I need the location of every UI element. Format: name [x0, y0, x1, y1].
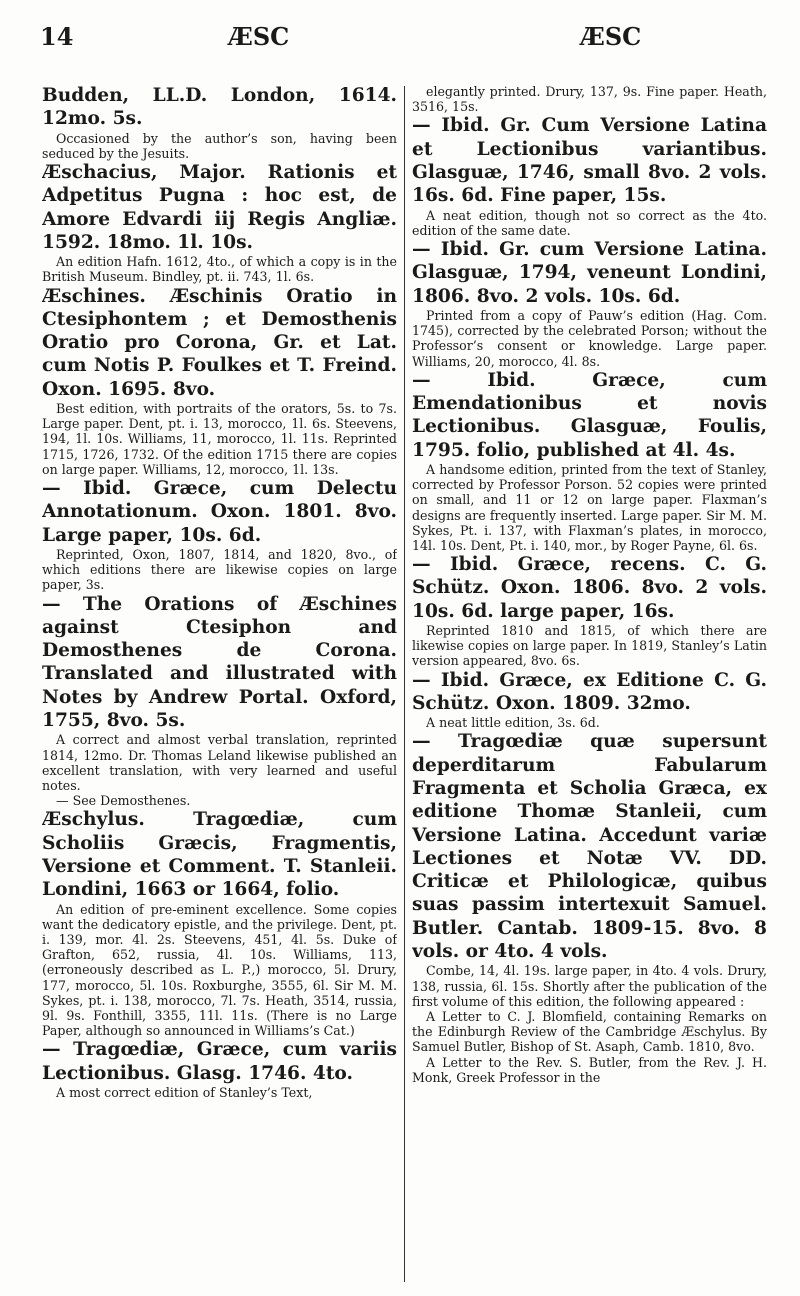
entry-heading: Æschylus. Tragœdiæ, cum Scholiis Græcis, Fragmentis, Versione et Comment. T. Stanleii. Londini, 1663 or 1664, folio. — [42, 809, 397, 901]
entry-note: An edition of pre-eminent excellence. Some copies want the dedicatory epistle, and the privilege. Dent, pt. i. 139, mor. 4l. 2s. Steevens, 451, 4l. 5s. Duke of Grafton, 652, russia, 4l. 10s. Williams, 113, (erroneously described as L. P.,) morocco, 5l. Drury, 177, morocco, 5l. 10s. Roxburghe, 3555, 6l. Sir M. M. Sykes, pt. i. 138, morocco, 7l. 7s. Heath, 3514, russia, 9l. 9s. Fonthill, 3355, 11l. 11s. (There is no Large Paper, although so announced in Williams’s Cat.) — [42, 901, 397, 1039]
entry-heading: — The Orations of Æschines against Ctesiphon and Demosthenes de Corona. Translated and illustrated with Notes by Andrew Portal. Oxford, 1755, 8vo. 5s. — [42, 593, 397, 732]
running-header — [0, 14, 800, 54]
entry-note: A neat edition, though not so correct as the 4to. edition of the same date. — [412, 207, 767, 238]
entry-heading: — Ibid. Græce, recens. C. G. Schütz. Oxon. 1806. 8vo. 2 vols. 10s. 6d. large paper, 16s. — [412, 554, 767, 622]
entry-note: Occasioned by the author’s son, having been seduced by the Jesuits. — [42, 130, 397, 161]
entry-note: elegantly printed. Drury, 137, 9s. Fine paper. Heath, 3516, 15s. — [412, 84, 767, 115]
running-head-left: ÆSC — [228, 22, 290, 51]
entry-heading: — Ibid. Gr. Cum Versione Latina et Lectionibus variantibus. Glasguæ, 1746, small 8vo. 2 vols. 16s. 6d. Fine paper, 15s. — [412, 115, 767, 207]
entry-note: A neat little edition, 3s. 6d. — [426, 715, 600, 731]
entry-heading: — Ibid. Græce, ex Editione C. G. Schütz. Oxon. 1809. 32mo. — [412, 669, 767, 714]
left-column — [42, 84, 397, 1284]
entry-heading: Budden, LL.D. London, 1614. 12mo. 5s. — [42, 85, 397, 130]
entry-note: An edition Hafn. 1612, 4to., of which a copy is in the British Museum. Bindley, pt. ii. 743, 1l. 6s. — [42, 254, 397, 285]
entry-heading: Æschacius, Major. Rationis et Adpetitus Pugna : hoc est, de Amore Edvardi iij Regis Angliæ. 1592. 18mo. 1l. 10s. — [42, 162, 397, 253]
entry-note: — See Demosthenes. — [56, 793, 191, 809]
entry-note: A most correct edition of Stanley’s Text, — [56, 1085, 313, 1100]
page-number: 14 — [40, 22, 74, 51]
entry-heading: — Tragœdiæ quæ supersunt deperditarum Fabularum Fragmenta et Scholia Græca, ex editione Thomæ Stanleii, cum Versione Latina. Accedunt variæ Lectiones et Notæ VV. DD. Criticæ et Philologicæ, quibus suas passim intertexuit Samuel. Butler. Cantab. 1809-15. 8vo. 8 vols. or 4to. 4 vols. — [412, 731, 767, 963]
entry-heading: — Tragœdiæ, Græce, cum variis Lectionibus. Glasg. 1746. 4to. — [42, 1039, 397, 1084]
entry-note: Combe, 14, 4l. 19s. large paper, in 4to. 4 vols. Drury, 138, russia, 6l. 15s. Shortly after the publication of the first volume of this edition, the following appeared : — [412, 963, 767, 1009]
entry-note: Reprinted, Oxon, 1807, 1814, and 1820, 8vo., of which editions there are likewise copies on large paper, 3s. — [42, 546, 397, 593]
entry-note: A Letter to the Rev. S. Butler, from the Rev. J. H. Monk, Greek Professor in the — [412, 1054, 767, 1085]
right-column — [412, 84, 767, 1284]
entry-note: Best edition, with portraits of the orators, 5s. to 7s. Large paper. Dent, pt. i. 13, morocco, 1l. 6s. Steevens, 194, 1l. 10s. Williams, 11, morocco, 1l. 11s. Reprinted 1715, 1726, 1732. Of the edition 1715 there are copies on large paper. Williams, 12, morocco, 1l. 13s. — [42, 401, 397, 477]
entry-note: A handsome edition, printed from the text of Stanley, corrected by Professor Porson. 52 copies were printed on small, and 11 or 12 on large paper. Flaxman’s designs are frequently inserted. Large paper. Sir M. M. Sykes, Pt. i. 137, with Flaxman’s plates, in morocco, 14l. 10s. Dent, Pt. i. 140, mor., by Roger Payne, 6l. 6s. — [412, 461, 767, 553]
entry-note: A Letter to C. J. Blomfield, containing Remarks on the Edinburgh Review of the Cambridge Æschylus. By Samuel Butler, Bishop of St. Asaph, Camb. 1810, 8vo. — [412, 1008, 767, 1055]
entry-heading: — Ibid. Græce, cum Delectu Annotationum. Oxon. 1801. 8vo. Large paper, 10s. 6d. — [42, 478, 397, 546]
running-head-right: ÆSC — [580, 22, 642, 51]
column-divider — [404, 86, 405, 1282]
entry-note: A correct and almost verbal translation, reprinted 1814, 12mo. Dr. Thomas Leland likewise published an excellent translation, with very learned and useful notes. — [42, 732, 397, 793]
entry-note: Printed from a copy of Pauw’s edition (Hag. Com. 1745), corrected by the celebrated Porson; without the Professor’s consent or knowledge. Large paper. Williams, 20, morocco, 4l. 8s. — [412, 307, 767, 369]
entry-note: Reprinted 1810 and 1815, of which there are likewise copies on large paper. In 1819, Stanley’s Latin version appeared, 8vo. 6s. — [412, 623, 767, 669]
entry-heading: — Ibid. Græce, cum Emendationibus et novis Lectionibus. Glasguæ, Foulis, 1795. folio, published at 4l. 4s. — [412, 369, 767, 461]
entry-heading: Æschines. Æschinis Oratio in Ctesiphontem ; et Demosthenis Oratio pro Corona, Gr. et Lat. cum Notis P. Foulkes et T. Freind. Oxon. 1695. 8vo. — [42, 285, 397, 400]
entry-heading: — Ibid. Gr. cum Versione Latina. Glasguæ, 1794, veneunt Londini, 1806. 8vo. 2 vols. 10s. 6d. — [412, 239, 767, 307]
